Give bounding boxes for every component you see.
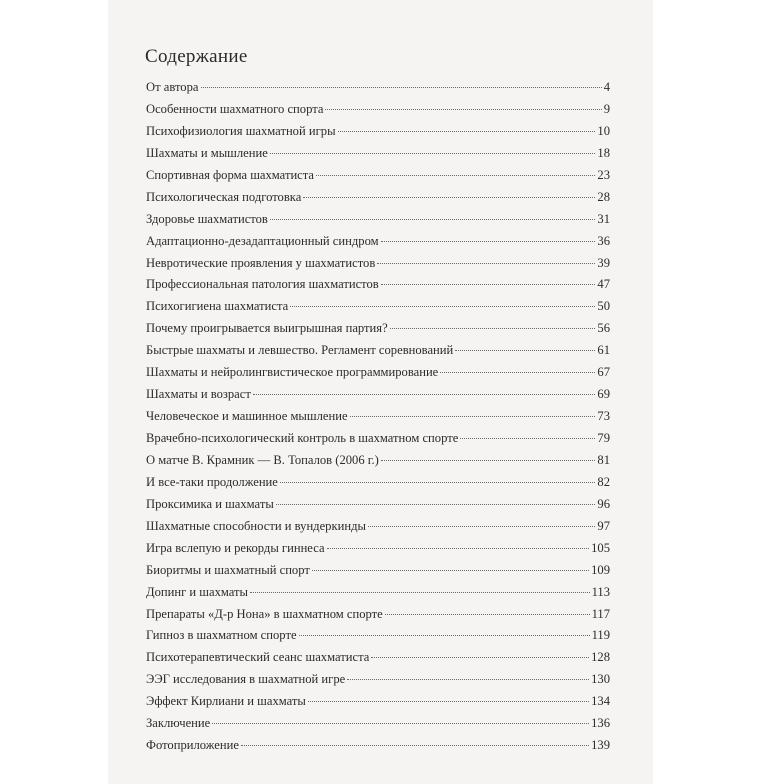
toc-entry-title: ЭЭГ исследования в шахматной игре xyxy=(146,672,346,687)
toc-entry-title: И все-таки продолжение xyxy=(146,474,278,489)
toc-entry xyxy=(146,607,610,629)
toc-entry-page: 9 xyxy=(603,101,610,116)
toc-entry-title: Быстрые шахматы и левшество. Регламент соревнований xyxy=(146,343,454,358)
toc-entry xyxy=(146,168,610,190)
toc-entry xyxy=(146,190,610,212)
toc-entry-page: 109 xyxy=(591,562,610,577)
dot-leader xyxy=(385,614,590,615)
toc-entry-title: Здоровье шахматистов xyxy=(146,211,268,226)
toc-entry-page: 69 xyxy=(597,387,610,402)
toc-entry-page: 119 xyxy=(591,628,610,643)
toc-entry xyxy=(146,212,610,234)
dot-leader xyxy=(270,219,596,220)
toc-entry-title: Адаптационно-дезадаптационный синдром xyxy=(146,233,379,248)
dot-leader xyxy=(201,87,602,88)
toc-entry-title: Психологическая подготовка xyxy=(146,189,302,204)
toc-entry-page: 117 xyxy=(591,606,610,621)
toc-entry xyxy=(146,541,610,563)
dot-leader xyxy=(280,482,596,483)
toc-entry-page: 128 xyxy=(591,650,610,665)
toc-entry xyxy=(146,277,610,299)
toc-entry xyxy=(146,102,610,124)
toc-entry-title: Психогигиена шахматиста xyxy=(146,299,289,314)
toc-entry-title: Невротические проявления у шахматистов xyxy=(146,255,376,270)
toc-entry xyxy=(146,80,610,102)
dot-leader xyxy=(276,504,596,505)
toc-entry xyxy=(146,497,610,519)
dot-leader xyxy=(290,306,595,307)
dot-leader xyxy=(390,328,596,329)
toc-entry xyxy=(146,256,610,278)
toc-entry-page: 36 xyxy=(597,233,610,248)
toc-entry-page: 47 xyxy=(597,277,610,292)
toc-entry-title: Гипноз в шахматном спорте xyxy=(146,628,297,643)
toc-entry xyxy=(146,628,610,650)
toc-entry xyxy=(146,299,610,321)
toc-entry-title: Проксимика и шахматы xyxy=(146,496,274,511)
toc-entry-page: 81 xyxy=(597,452,610,467)
toc-entry-title: Заключение xyxy=(146,716,211,731)
toc-entry xyxy=(146,585,610,607)
toc-entry-page: 23 xyxy=(597,167,610,182)
toc-entry-title: Шахматы и нейролингвистическое программирование xyxy=(146,365,439,380)
toc-entry-page: 50 xyxy=(597,299,610,314)
toc-list xyxy=(146,80,610,760)
dot-leader xyxy=(299,635,590,636)
toc-entry xyxy=(146,365,610,387)
toc-entry-page: 61 xyxy=(597,343,610,358)
toc-entry xyxy=(146,672,610,694)
toc-entry xyxy=(146,431,610,453)
toc-entry-page: 56 xyxy=(597,321,610,336)
dot-leader xyxy=(455,350,595,351)
dot-leader xyxy=(212,723,589,724)
toc-entry-title: Игра вслепую и рекорды гиннеса xyxy=(146,540,325,555)
toc-entry-title: Препараты «Д-р Нона» в шахматном спорте xyxy=(146,606,383,621)
toc-entry xyxy=(146,409,610,431)
toc-entry-title: От автора xyxy=(146,80,199,94)
toc-entry xyxy=(146,650,610,672)
toc-entry xyxy=(146,146,610,168)
toc-entry-title: Человеческое и машинное мышление xyxy=(146,409,348,424)
toc-entry xyxy=(146,387,610,409)
toc-entry-page: 10 xyxy=(597,123,610,138)
toc-entry xyxy=(146,124,610,146)
dot-leader xyxy=(377,263,595,264)
toc-entry-title: О матче В. Крамник — В. Топалов (2006 г.) xyxy=(146,452,379,467)
toc-entry-page: 130 xyxy=(591,672,610,687)
toc-entry-page: 96 xyxy=(597,496,610,511)
toc-entry-page: 139 xyxy=(591,738,610,753)
toc-entry xyxy=(146,716,610,738)
dot-leader xyxy=(308,701,589,702)
toc-entry-page: 18 xyxy=(597,145,610,160)
dot-leader xyxy=(250,592,590,593)
toc-entry xyxy=(146,694,610,716)
toc-entry-title: Биоритмы и шахматный спорт xyxy=(146,562,310,577)
toc-entry-page: 39 xyxy=(597,255,610,270)
toc-entry-title: Почему проигрывается выигрышная партия? xyxy=(146,321,388,336)
toc-entry-page: 4 xyxy=(603,80,610,94)
toc-entry-page: 134 xyxy=(591,694,610,709)
toc-entry xyxy=(146,234,610,256)
toc-entry-page: 136 xyxy=(591,716,610,731)
toc-entry-title: Эффект Кирлиани и шахматы xyxy=(146,694,306,709)
toc-entry-page: 28 xyxy=(597,189,610,204)
toc-entry xyxy=(146,343,610,365)
toc-entry-page: 31 xyxy=(597,211,610,226)
toc-entry-page: 79 xyxy=(597,431,610,445)
dot-leader xyxy=(338,131,596,132)
dot-leader xyxy=(316,175,595,176)
dot-leader xyxy=(381,460,596,461)
dot-leader xyxy=(371,657,589,658)
dot-leader xyxy=(460,438,595,439)
dot-leader xyxy=(347,679,589,680)
toc-entry xyxy=(146,563,610,585)
toc-entry-title: Шахматы и мышление xyxy=(146,145,268,160)
dot-leader xyxy=(253,394,596,395)
dot-leader xyxy=(312,570,589,571)
dot-leader xyxy=(270,153,596,154)
dot-leader xyxy=(381,241,596,242)
toc-entry xyxy=(146,453,610,475)
toc-entry-page: 105 xyxy=(591,540,610,555)
toc-entry-title: Шахматы и возраст xyxy=(146,387,251,402)
dot-leader xyxy=(350,416,596,417)
toc-entry-title: Врачебно-психологический контроль в шахматном спорте xyxy=(146,431,459,445)
dot-leader xyxy=(440,372,595,373)
toc-entry-title: Фотоприложение xyxy=(146,738,239,753)
toc-entry xyxy=(146,519,610,541)
toc-entry-title: Психофизиология шахматной игры xyxy=(146,123,336,138)
toc-entry-page: 82 xyxy=(597,474,610,489)
toc-entry-page: 67 xyxy=(597,365,610,380)
toc-entry-page: 97 xyxy=(597,518,610,533)
toc-entry xyxy=(146,475,610,497)
toc-entry-title: Особенности шахматного спорта xyxy=(146,101,324,116)
dot-leader xyxy=(327,548,590,549)
toc-entry-title: Допинг и шахматы xyxy=(146,584,249,599)
toc-entry xyxy=(146,321,610,343)
toc-entry-title: Профессиональная патология шахматистов xyxy=(146,277,379,292)
toc-entry-page: 73 xyxy=(597,409,610,424)
toc-entry-title: Спортивная форма шахматиста xyxy=(146,167,315,182)
toc-entry-title: Психотерапевтический сеанс шахматиста xyxy=(146,650,370,665)
toc-title: Содержание xyxy=(145,46,248,67)
toc-entry-page: 113 xyxy=(591,584,610,599)
dot-leader xyxy=(241,745,589,746)
dot-leader xyxy=(303,197,595,198)
dot-leader xyxy=(381,284,596,285)
toc-entry xyxy=(146,738,610,760)
toc-entry-title: Шахматные способности и вундеркинды xyxy=(146,518,366,533)
dot-leader xyxy=(325,109,601,110)
dot-leader xyxy=(368,526,595,527)
